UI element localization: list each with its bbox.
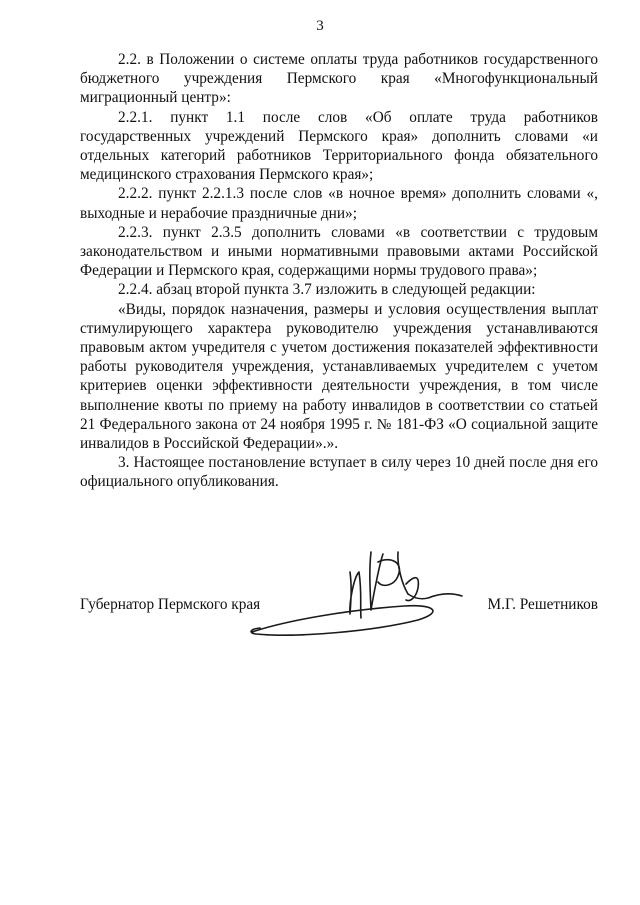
page-number: 3: [316, 18, 324, 34]
paragraph-2-2-3: 2.2.3. пункт 2.3.5 дополнить словами «в соответствии с трудовым законодательством и иными нормативными правовыми актами Российской Федерации и Пермского края, содержащими нормы трудового права»;: [80, 223, 598, 280]
paragraph-quote: «Виды, порядок назначения, размеры и условия осуществления выплат стимулирующего характера руководителю учреждения устанавливаются правовым актом учредителя с учетом достижения показателей эффективности работы руководителя учреждения, устанавливаемых учредителем с учетом критериев оценки эффективности деятельности учреждения, в том числе выполнение квоты по приему на работу инвалидов в соответствии со статьей 21 Федерального закона от 24 ноября 1995 г. № 181-ФЗ «О социальной защите инвалидов в Российской Федерации».».: [80, 300, 598, 453]
document-body: [80, 50, 598, 492]
handwritten-signature: [238, 532, 468, 647]
paragraph-3: 3. Настоящее постановление вступает в силу через 10 дней после дня его официального опубликования.: [80, 454, 598, 491]
signatory-name: М.Г. Решетников: [487, 596, 598, 613]
signatory-title: Губернатор Пермского края: [80, 596, 261, 613]
paragraph-2-2-2: 2.2.2. пункт 2.2.1.3 после слов «в ночное время» дополнить словами «, выходные и нерабочие праздничные дни»;: [80, 185, 598, 222]
paragraph-2-2: 2.2. в Положении о системе оплаты труда работников государственного бюджетного учреждения Пермского края «Многофункциональный миграционный центр»:: [80, 51, 598, 107]
paragraph-2-2-1: 2.2.1. пункт 1.1 после слов «Об оплате труда работников государственных учреждений Пермского края» дополнить словами «и отдельных категорий работников Территориального фонда обязательного медицинского страхования Пермского края»;: [80, 108, 598, 184]
paragraph-2-2-4: 2.2.4. абзац второй пункта 3.7 изложить в следующей редакции:: [118, 281, 536, 299]
